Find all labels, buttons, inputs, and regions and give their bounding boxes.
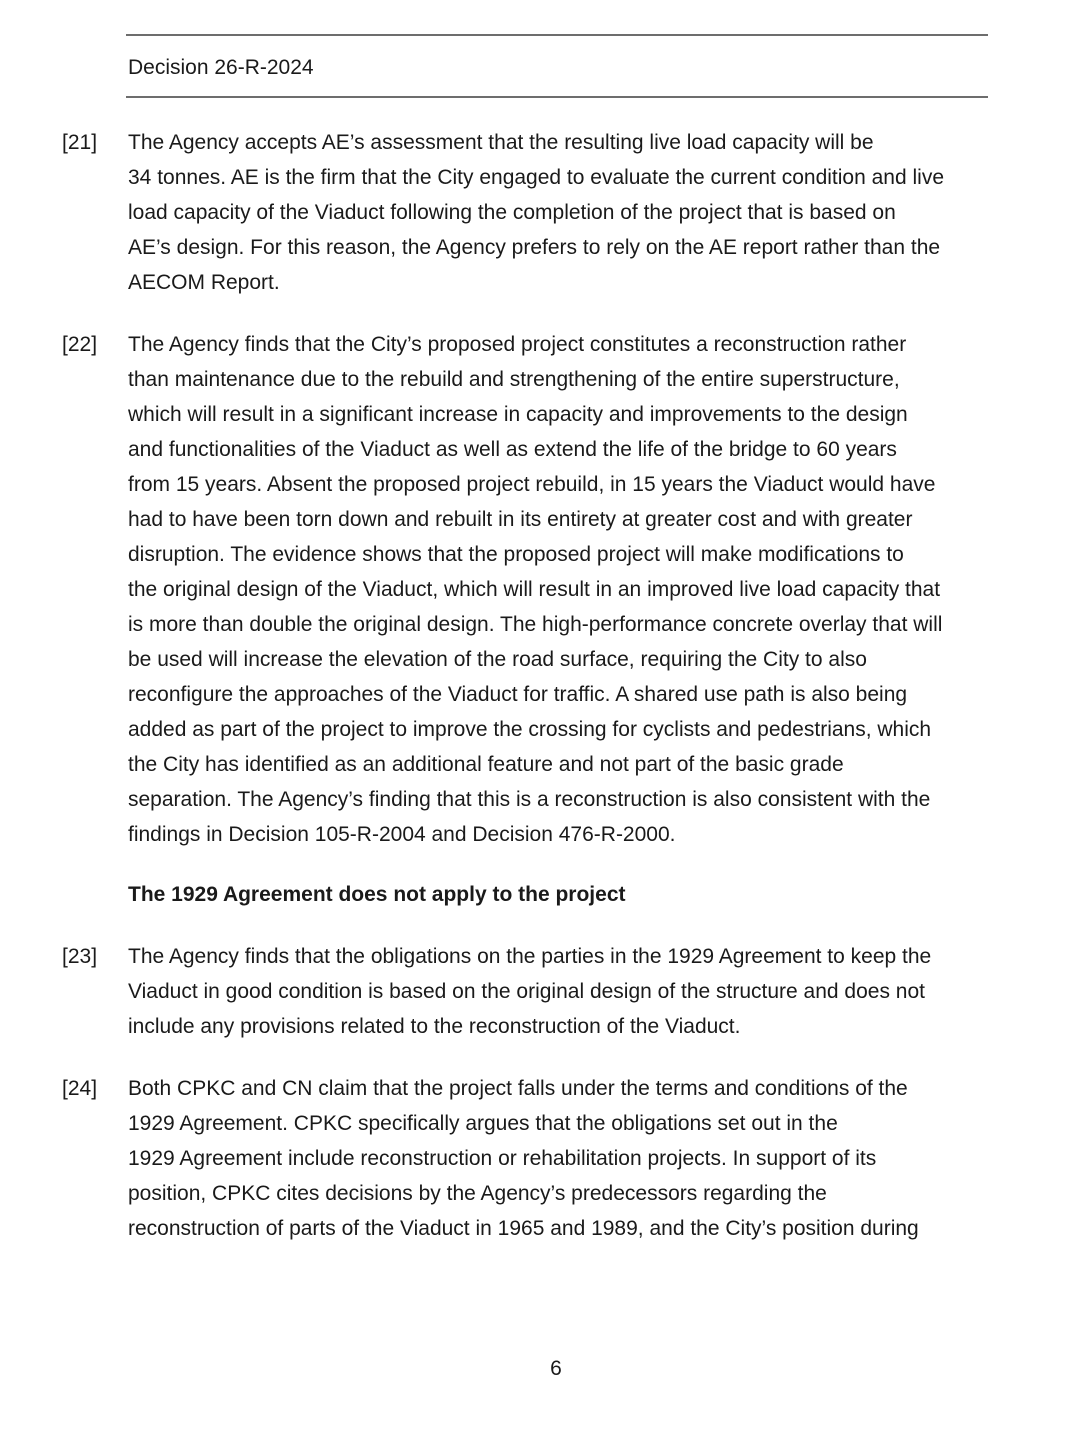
text-line: position, CPKC cites decisions by the Agency’s predecessors regarding the <box>128 1182 827 1205</box>
paragraph-text <box>128 125 988 300</box>
text-line: be used will increase the elevation of the road surface, requiring the City to also <box>128 648 867 671</box>
paragraph-number: [23] <box>62 945 98 968</box>
text-line: 34 tonnes. AE is the firm that the City engaged to evaluate the current condition and live <box>128 166 945 189</box>
header-rule-top <box>126 34 988 36</box>
paragraph-text <box>128 1071 988 1246</box>
text-line: load capacity of the Viaduct following the completion of the project that is based on <box>128 201 896 224</box>
text-line: The Agency finds that the obligations on the parties in the 1929 Agreement to keep the <box>128 945 932 968</box>
text-line: the City has identified as an additional feature and not part of the basic grade <box>128 753 844 776</box>
text-line: AECOM Report. <box>128 271 280 294</box>
header-rule-bottom <box>126 96 988 98</box>
text-line: had to have been torn down and rebuilt in its entirety at greater cost and with greater <box>128 508 913 531</box>
text-line: 1929 Agreement include reconstruction or rehabilitation projects. In support of its <box>128 1147 877 1170</box>
text-line: and functionalities of the Viaduct as well as extend the life of the bridge to 60 years <box>128 438 897 461</box>
text-line: the original design of the Viaduct, which will result in an improved live load capacity that <box>128 578 941 601</box>
text-line: reconfigure the approaches of the Viaduct for traffic. A shared use path is also being <box>128 683 908 706</box>
text-line: from 15 years. Absent the proposed project rebuild, in 15 years the Viaduct would have <box>128 473 936 496</box>
text-line: AE’s design. For this reason, the Agency prefers to rely on the AE report rather than the <box>128 236 941 259</box>
page-number: 6 <box>550 1357 562 1380</box>
document-header-title: Decision 26-R-2024 <box>128 56 314 79</box>
paragraph-text <box>128 939 988 1044</box>
text-line: is more than double the original design. The high-performance concrete overlay that will <box>128 613 943 636</box>
text-line: than maintenance due to the rebuild and strengthening of the entire superstructure, <box>128 368 900 391</box>
text-line: reconstruction of parts of the Viaduct in 1965 and 1989, and the City’s position during <box>128 1217 919 1240</box>
paragraph-text <box>128 327 988 852</box>
text-line: 1929 Agreement. CPKC specifically argues that the obligations set out in the <box>128 1112 838 1135</box>
section-heading: The 1929 Agreement does not apply to the project <box>128 883 626 906</box>
text-line: include any provisions related to the reconstruction of the Viaduct. <box>128 1015 741 1038</box>
text-line: disruption. The evidence shows that the proposed project will make modifications to <box>128 543 904 566</box>
paragraph-number: [22] <box>62 333 98 356</box>
text-line: Viaduct in good condition is based on the original design of the structure and does not <box>128 980 925 1003</box>
text-line: findings in Decision 105-R-2004 and Decision 476-R-2000. <box>128 823 676 846</box>
text-line: The Agency accepts AE’s assessment that the resulting live load capacity will be <box>128 131 874 154</box>
text-line: separation. The Agency’s finding that this is a reconstruction is also consistent with the <box>128 788 931 811</box>
paragraph-number: [24] <box>62 1077 98 1100</box>
text-line: added as part of the project to improve the crossing for cyclists and pedestrians, which <box>128 718 932 741</box>
text-line: Both CPKC and CN claim that the project falls under the terms and conditions of the <box>128 1077 908 1100</box>
text-line: which will result in a significant increase in capacity and improvements to the design <box>128 403 908 426</box>
paragraph-number: [21] <box>62 131 98 154</box>
text-line: The Agency finds that the City’s proposed project constitutes a reconstruction rather <box>128 333 907 356</box>
